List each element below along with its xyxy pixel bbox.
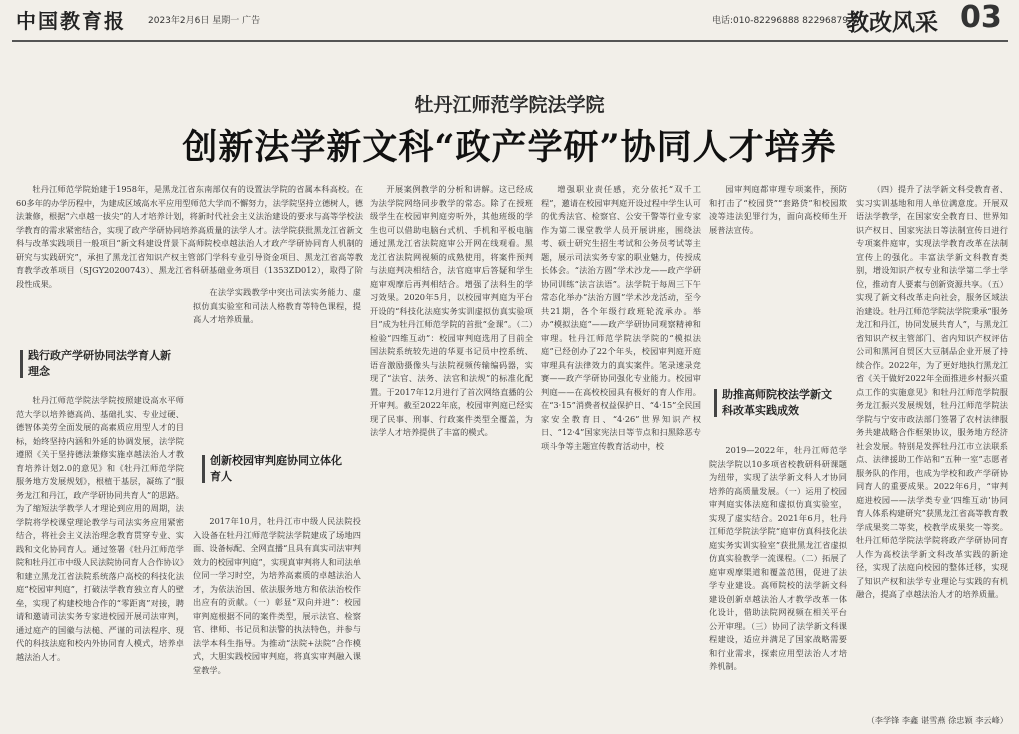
column-6 [856,183,1008,713]
subheading-2 [210,453,350,485]
column-2b [193,515,361,730]
page-number: 03 [960,0,1002,35]
column-3-text: 开展案例教学的分析和讲解。这已经成为法学院网络同步教学的常态。除了在授班级学生在校园审判庭旁听外，其他班级的学生也可以借助电脑台式机、手机和平板电脑通过黑龙江省法院庭审公开网在线观看。黑龙江省法院网视频的成熟使用，将案件预判与法庭判决相结合，法官庭审后答疑和学生庭审观摩后再判相结合。增强了法科生的学习效果。2020年5月，以校园审判庭为平台开设的“科技化法庭实务实训虚拟仿真实验项目”成为牡丹江师范学院的首批“金课”。（二）检验“四维互动”：校园审判庭选用了目前全国法院系统较先进的华夏书记员中控系统、语音激励摄像头与法院视频传输编码器，实现了“法官、法务、法官和法规”的标准化配置。于2017年12月进行了首次网络直播的公开审判。截至2022年底，校园审判庭已经实现了民事、刑事、行政案件类型全覆盖，为法学人才培养提供了丰富的模式。 [370,184,533,437]
subheading-3-text: 助推高师院校法学新文科改革实践成效 [722,388,832,417]
column-5b [709,444,847,730]
newspaper-logo: 中国教育报 [16,9,126,33]
column-2b-text: 2017年10月，牡丹江市中级人民法院投入设备在牡丹江师范学院法学院建成了场地四面、设备标配、全网直播“且具有真实司法审判效力的校园审判庭”，实现真审判将人和司法单位同一学习时空，为培养高素质的卓越法治人才，为依法治国、依法服务地方和依法治校作出应有的贡献。（一）彰显“双向并进”：校园审判庭根据不同的案件类型，展示法官、检察官、律师、书记员和法警的执法特色，并参与法学本科生指导。为推动“法院+法院”合作模式，大胆实践校园审判庭，将真实审判融入课堂教学。 [193,516,361,675]
masthead-rule [12,40,1008,42]
subheading-1-text: 践行政产学研协同法学育人新理念 [28,349,171,378]
article-byline: （李学锋 李鑫 谌雪燕 徐忠颖 李云峰） [866,715,1008,725]
column-5b-text: 2019—2022年，牡丹江师范学院法学院以10多项省校教研科研课题为纽带，实现了法学新文科人才协同培养的高质量发展。（一）运用了校园审判庭实体法庭和虚拟仿真实验室，实现了虚实结合。2021年6月，牡丹江师范学院法学院“庭审仿真科技化法庭实务实训实验室”获批黑龙江省虚拟仿真实验教学一流课程。（二）拓展了庭审观摩渠道和覆盖范围，促进了法学专业建设。高师院校的法学新文科建设创新卓越法治人才教学改革一体化设计，借助法院网视频在相关平台公开审理。（三）协同了法学新文科课程建设，适应并满足了国家战略需要和行业需求，探索应用型法治人才培养机制。 [709,445,847,671]
article-headline: 创新法学新文科“政产学研”协同人才培养 [182,127,837,168]
article-kicker: 牡丹江师范学院法学院 [414,94,605,116]
column-3 [370,183,533,730]
column-2 [193,286,361,442]
subheading-1 [28,348,178,380]
masthead [0,0,1019,42]
subheading-bar [714,389,717,417]
column-1-text: 牡丹江师范学院法学院按照建设高水平师范大学以培养德高尚、基础扎实、专业过硬、德智体美劳全面发展的高素质应用型人才的目标，始终坚持内涵和外延的协调发展，法学院遵照《关于坚持德法兼修实施卓越法治人才教育培养计划2.0的意见》和《牡丹江师范学院服务地方发展规划》，根植于基层，凝练了“服务龙江和丹江，政产学研协同共育人”的思路。为了缩短法学教学人才理论到应用的周期，法学院将学校课堂理论教学与司法实务应用紧密结合，将社会主义法治理念教育贯穿专业、实践和文化协同育人。通过签署《牡丹江师范学院和牡丹江市中级人民法院协同育人合作协议》和建立黑龙江省法院系统落户高校的科技化法庭“校园审判庭”，打破法学教育独立育人的壁垒，实现了构建校地合作的“零距离”对接，聘请和邀请司法实务专家进校园开展司法审判，通过庭产的国徽与法槌、严谨的司法程序、现代的科技法庭和校内外协同育人模式，培养卓越法治人才。 [16,395,184,662]
section-title: 教改风采 [846,10,938,36]
column-1 [16,394,184,730]
intro-paragraph: 牡丹江师范学院始建于1958年，是黑龙江省东南部仅有的设置法学院的省属本科高校。在60多年的办学历程中，为建成区域高水平应用型师范大学而不懈努力，法学院坚持立德树人，德法兼修，根据“六卓越一拔尖”的人才培养计划，将新时代社会主义法治建设的要求与高等学校法学教育的需求紧密结合，实现了政产学研协同培养高质量的法学人才。法学院获批黑龙江省新文科与改革实践项目一般项目“新文科建设背景下高师院校卓越法治人才政产学研协同育人机制的研究与实践研究”，承担了黑龙江省知识产权主管部门学科专业引导资金项目、黑龙江省高等教育教学改革项目（SJGY20200743）、黑龙江省科研基础业务项目（1353ZD012），取得了阶段性成果。 [16,184,363,289]
column-4 [541,183,701,730]
column-5-text: 园审判庭都审理专项案件，预防和打击了“校园贷”“套路贷”和校园欺凌等违法犯罪行为，面向高校师生开展普法宣传。 [709,184,847,235]
contact-phone: 电话:010-82296888 82296879 [712,16,848,26]
subheading-bar [20,350,23,378]
column-2-text: 在法学实践教学中突出司法实务能力、虚拟仿真实验室和司法人格教育等特色课程，提高人才培养质量。 [193,287,361,324]
column-5 [709,183,847,376]
dateline: 2023年2月6日 星期一 广告 [148,16,261,26]
subheading-3 [722,387,840,419]
subheading-2-text: 创新校园审判庭协同立体化育人 [210,454,342,483]
subheading-bar [202,455,205,483]
column-6-text: （四）提升了法学新文科受教育者、实习实训基地和用人单位满意度。开展双语法学教学，在国家安全教育日、世界知识产权日、国家宪法日等法制宣传日进行专项案件庭审，实现法学教育改革在法制宣传上的强化。丰富法学新文科教育类别，增设知识产权专业和法学第二学士学位，推动育人要素与创新资源共享。（五）实现了新文科改革走向社会，服务区域法治建设。牡丹江师范学院法学院秉承“服务龙江和丹江，协同发展共育人”，与黑龙江省知识产权主管部门、省内知识产权评估公司和黑河自贸区大豆制品企业开展了持续合作。2022年，为了更好地执行黑龙江省《关于做好2022年全面推进乡村振兴重点工作的实施意见》和牡丹江师范学院服务龙江振兴发展规划，牡丹江师范学院法学院与宁安市政法部门签署了农村法律服务共建战略合作框架协议，服务地方经济社会发展。特别是发挥牡丹江市立法联系点、法律援助工作站和“五种一室”志愿者服务队的作用，也成为学校和政产学研协同育人的重要成果。2022年6月，“审判庭进校园——法学类专业‘四维互动’协同育人体系构建研究”获黑龙江省高等教育教学成果奖二等奖，校教学成果奖一等奖。牡丹江师范学院法学院将政产学研协同育人作为高校法学新文科改革实践的新途径，实现了法庭向校园的整体迁移，实现了知识产权和法学专业理论与实践的有机融合，提高了卓越法治人才的培养质量。 [856,184,1008,599]
column-4-text: 增强职业责任感，充分依托“双千工程”，邀请在校园审判庭开设过程中学生认可的优秀法官、检察官、公安干警等行业专家作为第二课堂教学人员开展讲座，围绕法考、硕士研究生招生考试和公务员考试等主题，展示司法实务专家的职业魅力，传授成长体会。“法治方圆”学术沙龙——政产学研协同训练“法言法语”。法学院于每周三下午常态化举办“法治方圆”学术沙龙活动，至今共21期，各个年级行政班轮流承办。举办“模拟法庭”——政产学研协同观察精神和审理。牡丹江师范学院法学院的“模拟法庭”已经创办了22个年头，校园审判庭开庭审理具有法律效力的真实案件。笔录速录竞赛——政产学研协同强化专业能力。校园审判庭——在高校校园具有极好的育人作用。在“3·15”消费者权益保护日、“4·15”全民国家安全教育日、“4·26”世界知识产权日、“12·4”国家宪法日等节点和扫黑除恶专项斗争等主题宣传教育活动中，校 [541,184,701,451]
